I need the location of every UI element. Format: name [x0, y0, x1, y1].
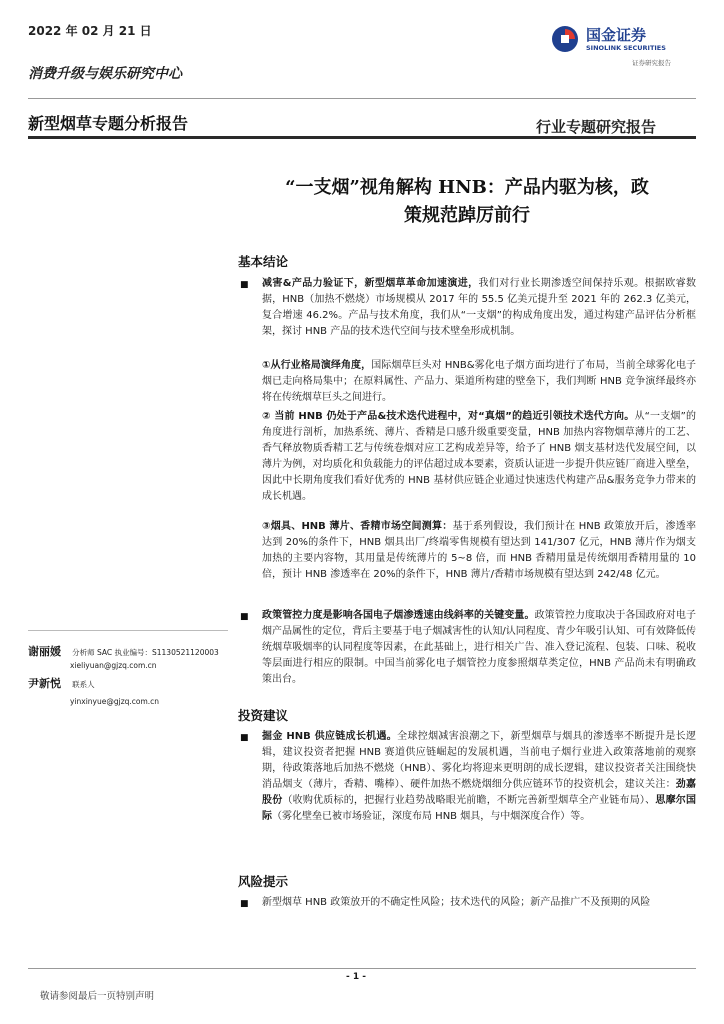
author-role: 联系人	[72, 680, 95, 689]
section-risk: 风险提示	[238, 874, 289, 889]
report-date: 2022 年 02 月 21 日	[28, 24, 152, 38]
author-email[interactable]: xieliyuan@gjzq.com.cn	[70, 661, 157, 670]
investment-stock-2: 思摩尔国际	[262, 795, 697, 822]
author-block-2	[28, 672, 233, 708]
conclusion-paragraph-3	[262, 409, 696, 505]
conclusion-p2-text: 国际烟草巨头对 HNB&雾化电子烟方面均进行了布局，当前全球雾化电子烟已走向格局集中；在原料属性、产品力、渠道所构建的壁垒下，我们判断 HNB 竞争演绎最终亦将在传统烟草巨头之间进行。	[262, 360, 697, 403]
conclusion-p1-lead: 减害&产品力验证下，新型烟草革命加速演进，	[262, 278, 479, 289]
conclusion-p3-text: 从“一支烟”的角度进行剖析，加热系统、薄片、香精是口感升级重要变量，HNB 加热内容物烟草薄片的工艺、香气释放物质香精工艺与传统卷烟对应工艺构成差异等，给予了 HNB 烟支基材迭代发展空间，以薄片为例，对均质化和负载能力的评估超过成本要素，资质认证进一步提升供应链厂商进入壁垒，因此中长期角度我们看好优秀的 HNB 基材供应链企业通过快速迭代构建产品&服务竞争力带来的成长机遇。	[262, 411, 696, 502]
author-email[interactable]: yinxinyue@gjzq.com.cn	[70, 697, 160, 706]
conclusion-p5-text: 政策管控力度取决于各国政府对电子烟产品属性的定位，背后主要基于电子烟减害性的认知/认同程度、青少年吸引认知、可有效降低传统烟草吸烟率的认同程度等因素，在此基础上，进行相关广告、准入登记流程、包装、口味、税收等层面进行相应的限制。中国当前雾化电子烟管控力度参照烟草类定位，HNB 产品尚未有明确政策出台。	[262, 610, 697, 685]
conclusion-paragraph-5	[262, 608, 696, 688]
sinolink-logo-icon	[550, 24, 580, 54]
footer-divider	[28, 968, 696, 969]
bullet-icon: ■	[240, 733, 249, 743]
author-name: 谢丽媛	[28, 645, 61, 658]
page-number: - 1 -	[346, 972, 366, 982]
main-title-line1: “一支烟”视角解构 HNB：产品内驱为核，政	[285, 177, 649, 198]
header-divider	[28, 98, 696, 99]
investment-lead: 掘金 HNB 供应链成长机遇。	[262, 731, 398, 742]
logo-name-cn: 国金证券	[586, 26, 647, 44]
conclusion-p5-lead: 政策管控力度是影响各国电子烟渗透速由线斜率的关键变量。	[262, 610, 535, 621]
investment-text-2: （收购优质标的，把握行业趋势战略眼光前瞻，不断完善新型烟草全产业链布局）、	[282, 795, 656, 806]
bullet-icon: ■	[240, 899, 249, 909]
conclusion-p1-text: 我们对行业长期渗透空间保持乐观。根据欧睿数据，HNB（加热不燃烧）市场规模从 2017 年的 55.5 亿美元提升至 2021 年的 262.3 亿美元，复合增速 46.2%。产品与技术角度，我们从“一支烟”的构成角度出发，通过构建产品评估分析框架，探讨 HNB 产品的技术迭代空间与技术壁垒形成机制。	[262, 278, 696, 337]
investment-text-1: 全球控烟减害浪潮之下，新型烟草与烟具的渗透率不断提升是长逻辑，建议投资者把握 HNB 赛道供应链崛起的发展机遇，当前电子烟行业进入政策落地前的观察期，待政策落地后加热不燃烧（HNB）、雾化均将迎来更明朗的成长逻辑，建议投资者关注围绕快消品烟支（薄片，香精、嘴棒）、硬件加热不燃烧烟细分供应链环节的投资机会，建议关注：	[262, 731, 696, 790]
conclusion-paragraph-1	[262, 276, 696, 340]
disclaimer[interactable]: 敬请参阅最后一页特别声明	[40, 991, 155, 1002]
logo-subtitle: 证券研究报告	[632, 59, 671, 67]
bullet-icon: ■	[240, 280, 249, 290]
conclusion-p2-lead: ①从行业格局演绎角度，	[262, 360, 372, 371]
conclusion-p3-lead: ② 当前 HNB 仍处于产品&技术迭代进程中，对“真烟”的趋近引领技术迭代方向。	[262, 411, 635, 422]
investment-text-3: （雾化壁垒已被市场验证，深度布局 HNB 烟具，与中烟深度合作）等。	[272, 811, 591, 822]
main-title-line2: 策规范踔厉前行	[404, 205, 530, 226]
conclusion-paragraph-4	[262, 519, 696, 583]
section-investment: 投资建议	[238, 708, 289, 723]
report-type: 行业专题研究报告	[536, 118, 657, 136]
company-logo	[550, 22, 700, 70]
author-name: 尹新悦	[28, 677, 61, 690]
investment-paragraph	[262, 729, 696, 825]
section-basic-conclusion: 基本结论	[238, 254, 289, 269]
author-role: 分析师 SAC 执业编号：S1130521120003	[72, 648, 219, 657]
logo-name-en: SINOLINK SECURITIES	[586, 44, 666, 52]
investment-stock-1: 劲嘉股份	[262, 779, 697, 806]
risk-paragraph: 新型烟草 HNB 政策放开的不确定性风险；技术迭代的风险；新产品推广不及预期的风险	[262, 897, 651, 908]
conclusion-p4-text: 基于系列假设，我们预计在 HNB 政策放开后，渗透率达到 20%的条件下，HNB 烟具出厂/终端零售规模有望达到 141/307 亿元，HNB 薄片作为烟支加热的主要内容物，其用量是传统薄片的 5~8 倍，而 HNB 香精用量是传统烟用香精用量的 10 倍，预计 HNB 渗透率在 20%的条件下，HNB 薄片/香精市场规模有望达到 242/48 亿元。	[262, 521, 696, 580]
header-thick-divider	[28, 136, 696, 139]
conclusion-p4-lead: ③烟具、HNB 薄片、香精市场空间测算：	[262, 521, 453, 532]
report-title: 新型烟草专题分析报告	[28, 114, 189, 133]
main-title	[238, 174, 696, 230]
bullet-icon: ■	[240, 612, 249, 622]
author-block-1	[28, 640, 233, 672]
author-divider	[28, 630, 228, 631]
conclusion-paragraph-2	[262, 358, 696, 406]
research-center: 消费升级与娱乐研究中心	[28, 66, 182, 82]
